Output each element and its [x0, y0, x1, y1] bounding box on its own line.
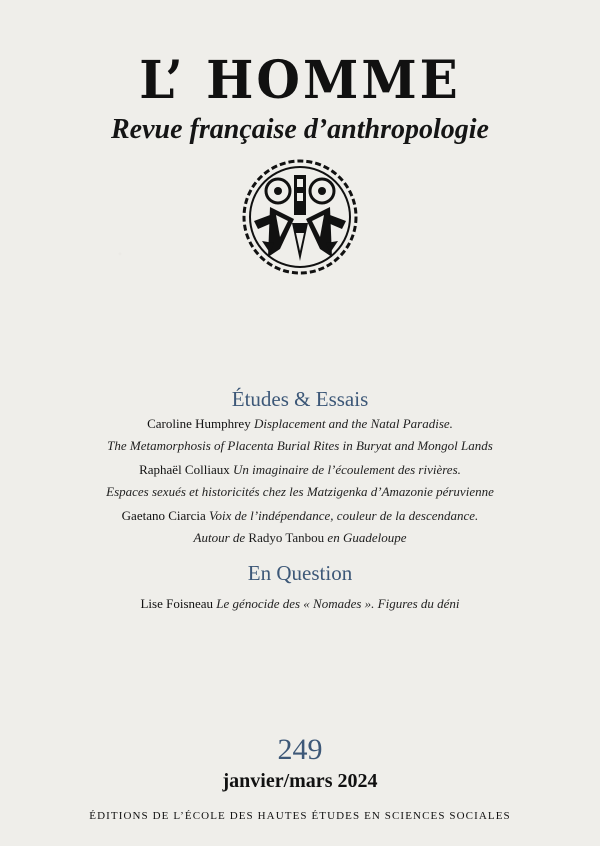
article-subtitle: Espaces sexués et historicités chez les Matzigenka d’Amazonie péruvienne: [106, 484, 494, 499]
article-title: Displacement and the Natal Paradise.: [253, 416, 453, 431]
article-author: Caroline Humphrey: [147, 416, 251, 431]
journal-subtitle: Revue française d’anthropologie: [111, 114, 489, 145]
section-heading-etudes-essais: Études & Essais: [231, 387, 369, 411]
article-entry-line1: [0, 593, 600, 615]
article-entry-line1: [0, 505, 600, 527]
article-subtitle: The Metamorphosis of Placenta Burial Rites in Buryat and Mongol Lands: [107, 438, 493, 453]
issue-date: janvier/mars 2024: [222, 770, 378, 792]
journal-title: L’ HOMME: [139, 48, 461, 111]
article-subtitle-prefix: Autour de: [193, 530, 246, 545]
publisher-name: ÉDITIONS DE L’ÉCOLE DES HAUTES ÉTUDES EN SCIENCES SOCIALES: [89, 810, 511, 822]
article-subtitle-name: Radyo Tanbou: [248, 530, 325, 545]
article-title: Voix de l’indépendance, couleur de la descendance.: [209, 508, 479, 523]
issue-number: 249: [277, 733, 323, 766]
article-author: Gaetano Ciarcia: [121, 508, 206, 523]
article-entry-line1: [0, 413, 600, 435]
article-entry-line2: [0, 481, 600, 503]
article-subtitle-suffix: en Guadeloupe: [327, 530, 407, 545]
article-entry-line1: [0, 459, 600, 481]
tribal-figures-emblem-icon: [240, 157, 360, 277]
section-heading-en-question: En Question: [247, 561, 353, 585]
article-entry-line2: [0, 527, 600, 549]
article-entry-line2: [0, 435, 600, 457]
article-title: Le génocide des « Nomades ». Figures du déni: [216, 596, 460, 611]
article-title: Un imaginaire de l’écoulement des rivières.: [232, 462, 461, 477]
article-author: Lise Foisneau: [140, 596, 214, 611]
article-author: Raphaël Colliaux: [139, 462, 230, 477]
